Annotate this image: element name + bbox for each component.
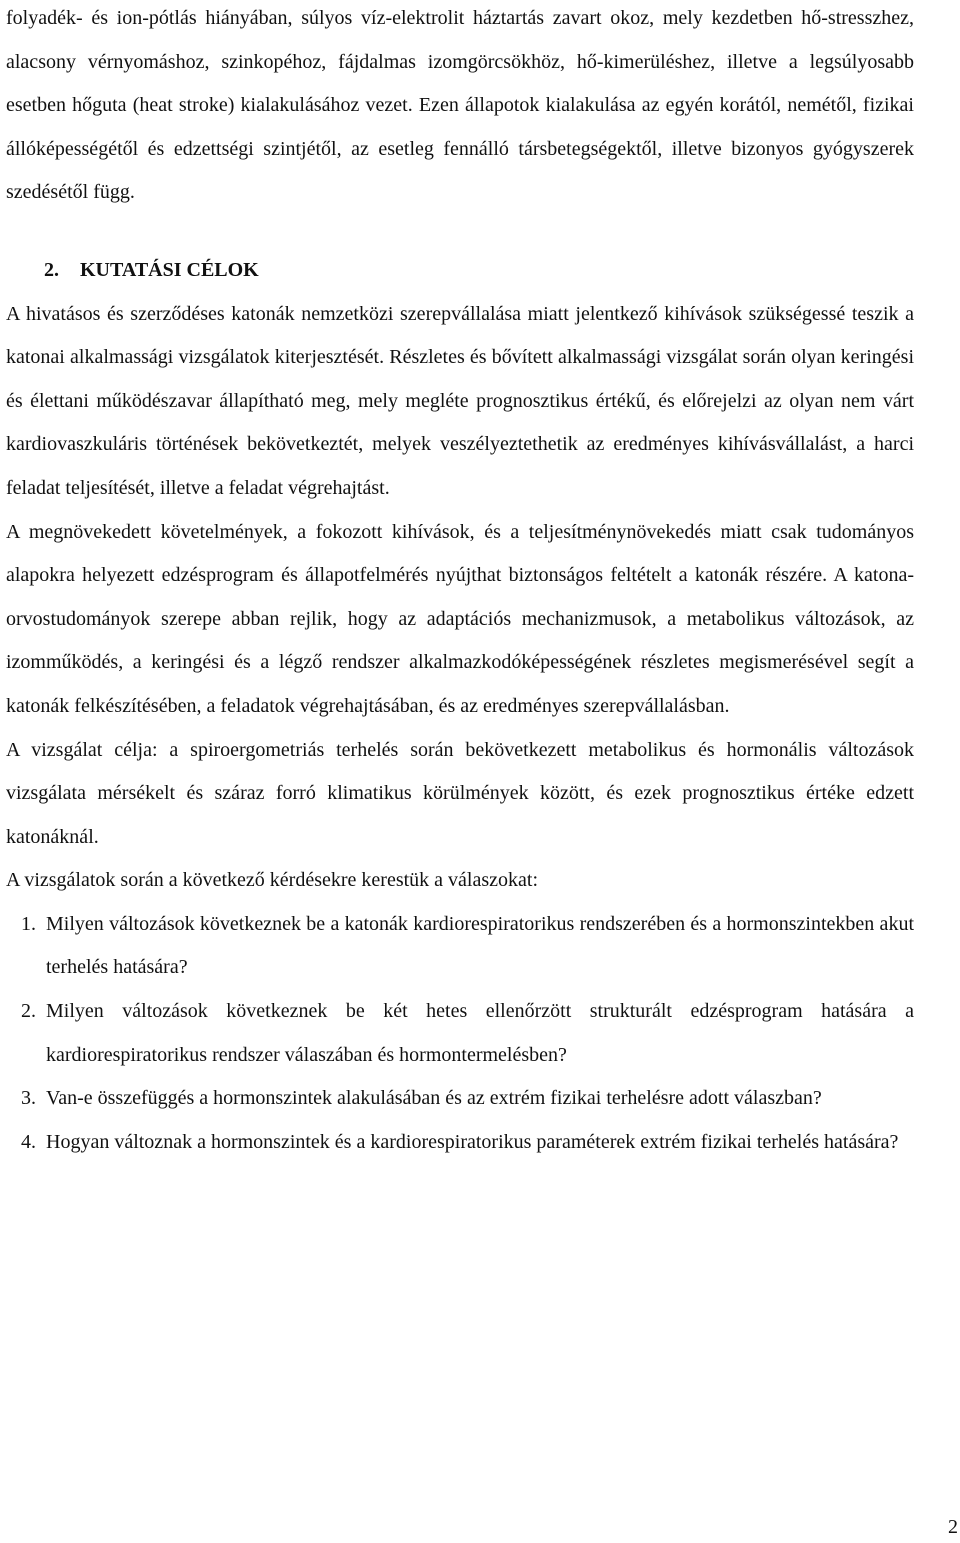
paragraph-study-aim: A vizsgálat célja: a spiroergometriás terhelés során bekövetkezett metabolikus és hormonális változások vizsgálata mérsékelt és száraz forró klimatikus körülmények között, és ezek prognosztikus értéke edzett katonáknál. <box>6 738 914 848</box>
list-marker: 3. <box>21 1087 36 1110</box>
list-item <box>6 903 914 990</box>
list-marker: 4. <box>21 1130 36 1153</box>
paragraph-requirements: A megnövekedett követelmények, a fokozott kihívások, és a teljesítménynövekedés miatt csak tudományos alapokra helyezett edzésprogram és állapotfelmérés nyújthat biztonságos feltételt a katonák részére. A katona-orvostudományok szerepe abban rejlik, hogy az adaptációs mechanizmusok, a metabolikus változások, az izomműködés, a keringési és a légző rendszer alkalmazkodóképességének részletes megismerésével segít a katonák felkészítésében, a feladatok végrehajtásában, és az eredményes szerepvállalásban. <box>6 520 914 717</box>
paragraph-motivation: A hivatásos és szerződéses katonák nemzetközi szerepvállalása miatt jelentkező kihívások szükségessé teszik a katonai alkalmassági vizsgálatok kiterjesztését. Részletes és bővített alkalmassági vizsgálat során olyan keringési és élettani működészavar állapítható meg, mely megléte prognosztikus értékű, és előrejelzi az olyan nem várt kardiovaszkuláris történések bekövetkeztét, melyek veszélyeztethetik az eredményes kihívásvállalást, a harci feladat teljesítését, illetve a feladat végrehajtást. <box>6 302 914 499</box>
list-item <box>6 1121 914 1165</box>
list-item <box>6 990 914 1077</box>
intro-paragraph: folyadék- és ion-pótlás hiányában, súlyos víz-elektrolit háztartás zavart okoz, mely kezdetben hő-stresszhez, alacsony vérnyomáshoz, szinkopéhoz, fájdalmas izomgörcsökhöz, hő-kimerüléshez, illetve a legsúlyosabb esetben hőguta (heat stroke) kialakulásához vezet. Ezen állapotok kialakulása az egyén korától, nemétől, fizikai állóképességétől és edzettségi szintjétől, az esetleg fennálló társbetegségektől, illetve bizonyos gyógyszerek szedésétől függ. <box>6 7 914 204</box>
list-item <box>6 1077 914 1121</box>
list-item-text: Hogyan változnak a hormonszintek és a kardiorespiratorikus paraméterek extrém fizikai terhelés hatására? <box>46 1130 899 1153</box>
page-number: 2 <box>948 1516 958 1538</box>
section-heading <box>44 249 914 293</box>
list-item-text: Van-e összefüggés a hormonszintek alakulásában és az extrém fizikai terhelésre adott válaszban? <box>46 1087 822 1110</box>
section-number: 2. <box>44 258 59 281</box>
document-page <box>6 0 914 1164</box>
list-marker: 2. <box>21 1000 36 1023</box>
paragraph-questions-intro: A vizsgálatok során a következő kérdésekre kerestük a válaszokat: <box>6 869 539 892</box>
research-questions-list <box>6 903 914 1165</box>
section-title: KUTATÁSI CÉLOK <box>80 258 259 281</box>
list-item-text: Milyen változások következnek be két hetes ellenőrzött strukturált edzésprogram hatására a kardiorespiratorikus rendszer válaszában és hormontermelésben? <box>46 1000 914 1066</box>
list-marker: 1. <box>21 912 36 935</box>
list-item-text: Milyen változások következnek be a katonák kardiorespiratorikus rendszerében és a hormonszintekben akut terhelés hatására? <box>46 912 914 979</box>
